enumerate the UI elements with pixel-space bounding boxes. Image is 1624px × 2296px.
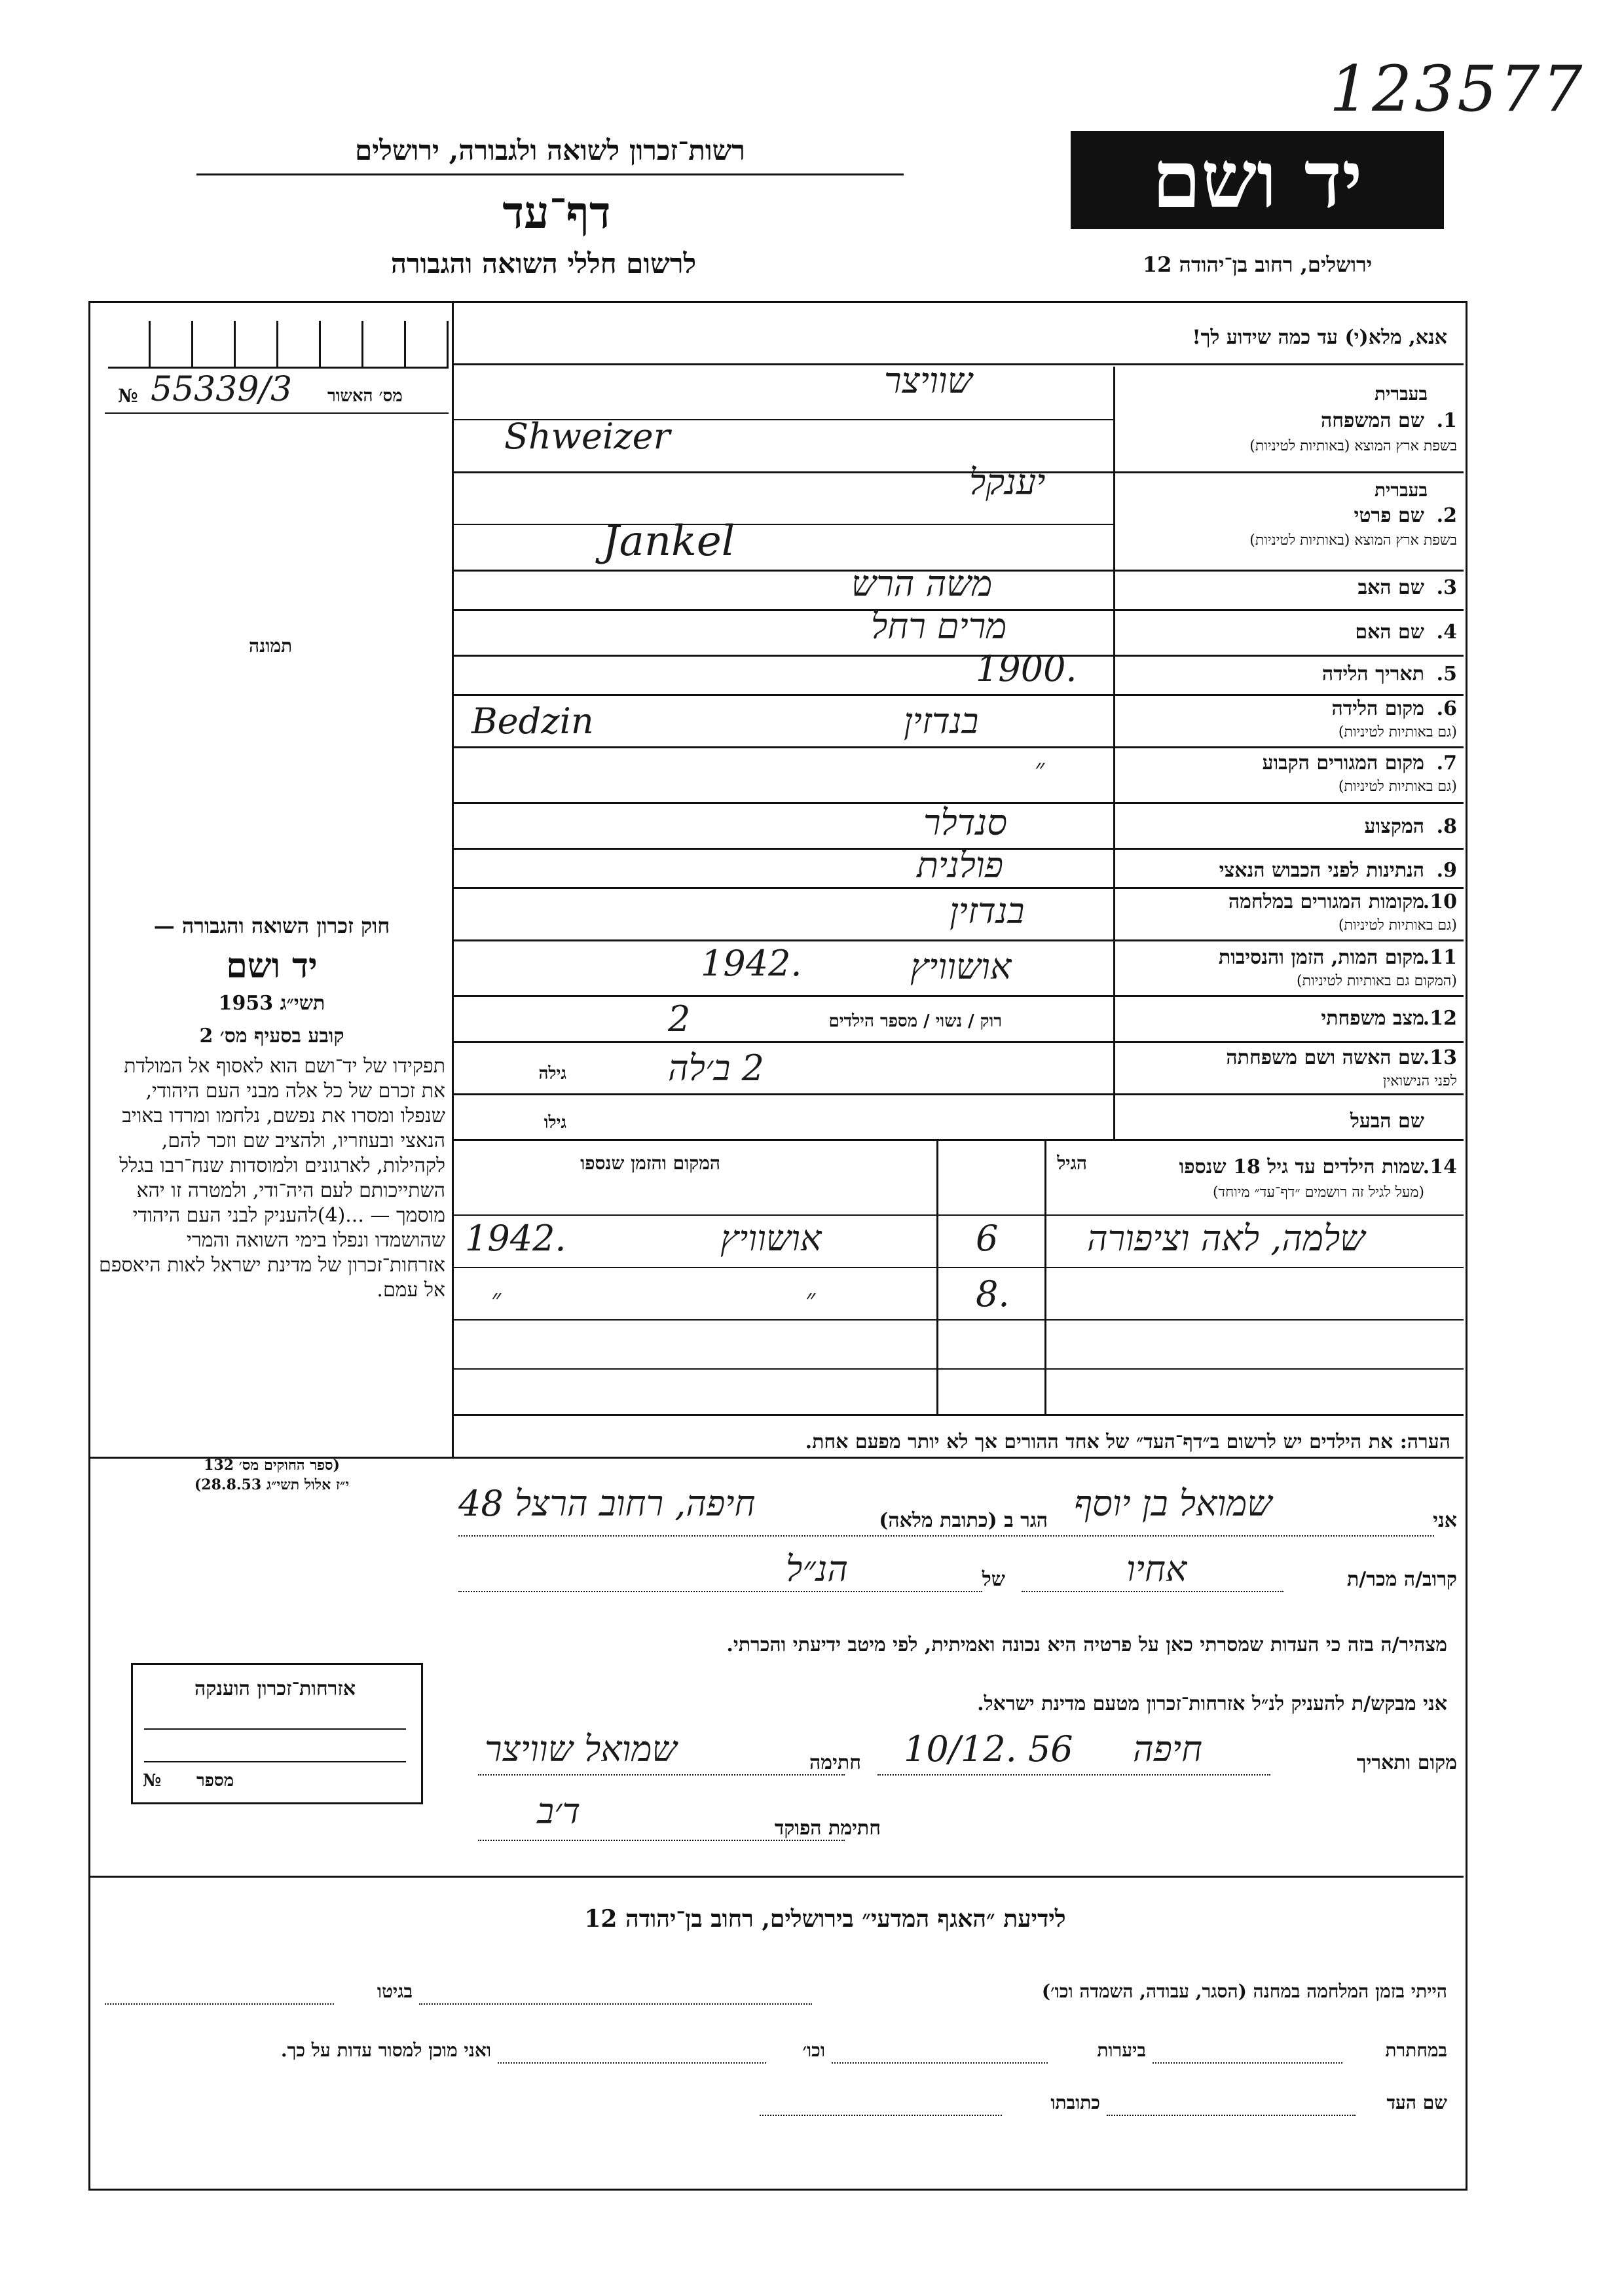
- law-year: תשי״ג 1953: [218, 992, 325, 1015]
- row-line: [452, 939, 1464, 941]
- field-11-sub: (המקום גם באותיות לטיניות): [1297, 973, 1457, 989]
- child-row-2-place: ״: [805, 1284, 816, 1314]
- tally-boxes: [108, 321, 449, 369]
- yad-vashem-logo: יד ושם: [1071, 131, 1444, 229]
- field-10-value: בנדזין: [950, 890, 1025, 932]
- children-age-col-left: [936, 1139, 938, 1414]
- row-line: [452, 471, 1464, 473]
- children-label: שמות הילדים עד גיל 18 שנספו: [1179, 1156, 1424, 1178]
- footer-line1-a: הייתי בזמן המלחמה במחנה (הסגר, עבודה, השמדה וכו׳): [1041, 1980, 1447, 2002]
- note-text: הערה: את הילדים יש לרשום ב״דף־העד״ של אחד ההורים אך לא יותר מפעם אחת.: [805, 1430, 1450, 1453]
- law-title: חוק זכרון השואה והגבורה —: [153, 913, 390, 938]
- child-row-1-place: אושוויץ: [720, 1218, 822, 1259]
- field-4-label: שם האם: [1355, 621, 1424, 644]
- left-column-divider: [452, 301, 454, 1457]
- children-age-col-right: [1044, 1139, 1046, 1414]
- footer-dots-6: [1107, 2115, 1356, 2116]
- footer-line3-b: כתובתו: [1050, 2092, 1100, 2113]
- declaration-line-2: [1022, 1591, 1283, 1592]
- field-3-value: משה הרש: [851, 563, 993, 604]
- field-11-num: 11.: [1422, 946, 1457, 969]
- field-13-age-label: גילה: [538, 1064, 566, 1084]
- law-source-2: י״ז אלול תשי״ג 28.8.53): [194, 1476, 350, 1493]
- address-value: חיפה, רחוב הרצל 48: [458, 1483, 756, 1524]
- declaration-line-3: [458, 1591, 982, 1592]
- child-row-1-age: 6: [976, 1218, 999, 1259]
- children-row-line: [452, 1368, 1464, 1370]
- row-line: [452, 1093, 1464, 1095]
- field-4-num: 4.: [1436, 621, 1457, 644]
- official-signature: ד׳ב: [537, 1791, 581, 1832]
- field-2-sub: בשפת ארץ המוצא (באותיות לטיניות): [1249, 532, 1457, 549]
- footer-title: לידיעת ״האגף המדעי״ בירושלים, רחוב בן־יהודה 12: [584, 1905, 1066, 1933]
- field-2-value: יענקל: [969, 462, 1046, 503]
- footer-line3-a: שם העד: [1386, 2092, 1447, 2113]
- children-sub: (מעל לגיל זה רושמים ״דף־עד״ מיוחד): [1212, 1184, 1424, 1201]
- relative-label: קרוב/ה מכר/ת: [1346, 1568, 1457, 1591]
- child-row-2-age: 8.: [976, 1273, 1010, 1315]
- permit-label: מס׳ האשור: [327, 386, 403, 406]
- residing-label: הגר ב (כתובת מלאה): [879, 1509, 1048, 1532]
- header-address: ירושלים, רחוב בן־יהודה 12: [1142, 252, 1373, 277]
- field-2-sub-top: בעברית: [1374, 479, 1428, 501]
- children-row-line: [452, 1319, 1464, 1321]
- field-9-value: פולנית: [917, 845, 1004, 886]
- law-source-1: (ספר החוקים מס׳ 132: [204, 1457, 340, 1474]
- field-13-value: 2 ב׳לה: [668, 1048, 764, 1089]
- permit-prefix: №: [118, 385, 138, 407]
- declaration-i-label: אני: [1433, 1509, 1457, 1532]
- footer-line2-d: ואני מוכן למסור עדות על כך.: [280, 2039, 491, 2061]
- field-5-num: 5.: [1436, 663, 1457, 685]
- field-1-value-latin: Shweizer: [504, 416, 671, 457]
- footer-dots-2: [105, 2003, 334, 2005]
- husband-age-label: גילו: [544, 1113, 566, 1133]
- row-line: [452, 524, 1113, 525]
- children-row-line: [452, 1267, 1464, 1268]
- field-11-year: 1942.: [701, 943, 802, 984]
- field-1-sub-top: בעברית: [1374, 383, 1428, 405]
- field-13-num: 13.: [1422, 1046, 1457, 1069]
- field-6-num: 6.: [1436, 697, 1457, 720]
- row-line: [452, 995, 1464, 997]
- child-row-2-year: ״: [491, 1284, 502, 1314]
- header-authority: רשות־זכרון לשואה ולגבורה, ירושלים: [355, 134, 745, 166]
- field-9-num: 9.: [1436, 859, 1457, 882]
- children-num: 14.: [1422, 1156, 1457, 1178]
- footer-dots-7: [760, 2115, 1002, 2116]
- field-6-label: מקום הלידה: [1331, 697, 1424, 720]
- row-line: [452, 746, 1464, 748]
- field-7-label: מקום המגורים הקבוע: [1262, 752, 1424, 774]
- row-line: [452, 1139, 1464, 1141]
- field-8-value: סנדלר: [923, 802, 1007, 843]
- footer-line2-a: במחתרת: [1385, 2039, 1447, 2061]
- field-13-label: שם האשה ושם משפחתה: [1226, 1046, 1424, 1069]
- field-1-label: שם המשפחה: [1320, 409, 1424, 432]
- intro-text: אנא, מלא(י) עד כמה שידוע לך!: [1192, 326, 1447, 349]
- row-line: [452, 694, 1464, 696]
- archive-number: 123577: [1329, 52, 1585, 126]
- header-title: דף־עד: [502, 187, 611, 239]
- field-6-value: בנדזין: [904, 701, 979, 742]
- children-col-age: הגיל: [1057, 1152, 1087, 1174]
- children-table-bottom: [452, 1414, 1464, 1416]
- field-9-label: הנתינות לפני הכבוש הנאצי: [1219, 859, 1424, 882]
- law-section: קובע בסעיף מס׳ 2: [199, 1025, 344, 1048]
- field-8-label: המקצוע: [1364, 815, 1424, 838]
- law-name: יד ושם: [226, 946, 318, 986]
- citizenship-title: אזרחות־זכרון הוענקה: [194, 1677, 356, 1700]
- field-11-label: מקום המות, הזמן והנסיבות: [1218, 946, 1424, 969]
- label-column-divider: [1113, 367, 1115, 1139]
- field-5-value: 1900.: [976, 648, 1077, 689]
- children-header-line: [452, 1214, 1464, 1216]
- field-6-sub: (גם באותיות לטיניות): [1338, 724, 1457, 740]
- request-text: אני מבקש/ת להעניק לנ״ל אזרחות־זכרון מטעם מדינת ישראל.: [977, 1692, 1447, 1715]
- child-row-1-name: שלמה, לאה וציפורה: [1087, 1218, 1365, 1259]
- field-1-sub: בשפת ארץ המוצא (באותיות לטיניות): [1249, 438, 1457, 454]
- footer-line2-b: ביערות: [1097, 2039, 1146, 2061]
- relation-value: אחיו: [1126, 1548, 1187, 1590]
- signature-label: חתימה: [809, 1751, 861, 1774]
- of-label: של: [982, 1568, 1005, 1591]
- of-value: הנ״ל: [786, 1548, 848, 1590]
- official-line: [478, 1840, 845, 1841]
- signature-value: שמואל שוויצר: [485, 1728, 677, 1770]
- field-2-label: שם פרטי: [1354, 504, 1424, 527]
- statement-text: מצהיר/ה בזה כי העדות שמסרתי כאן על פרטיה היא נכונה ואמיתית, לפי מיטב ידיעתי והכרתי.: [726, 1633, 1447, 1656]
- field-4-value: מרים רחל: [871, 606, 1007, 647]
- citizenship-line: [144, 1761, 406, 1762]
- footer-line2-c: וכו׳: [802, 2039, 825, 2061]
- children-col-place: המקום והזמן שנספו: [580, 1152, 720, 1174]
- footer-separator: [88, 1876, 1464, 1878]
- field-12-num: 12.: [1422, 1007, 1457, 1030]
- photo-label: תמונה: [249, 635, 293, 657]
- field-2-num: 2.: [1436, 504, 1457, 527]
- date-value: 10/12. 56: [904, 1728, 1073, 1770]
- field-7-value: ״: [1035, 754, 1045, 784]
- field-5-label: תאריך הלידה: [1321, 663, 1424, 685]
- field-12-value: 2: [668, 998, 691, 1040]
- field-1-value: שוויצר: [884, 360, 972, 401]
- husband-label: שם הבעל: [1350, 1110, 1424, 1133]
- footer-dots-3: [1153, 2062, 1342, 2064]
- row-line: [452, 1041, 1464, 1043]
- place-date-label: מקום ותאריך: [1356, 1751, 1457, 1774]
- field-2-value-latin: Jankel: [602, 517, 735, 566]
- field-11-value: אושוויץ: [910, 946, 1012, 987]
- note-bottom-line: [88, 1457, 1464, 1459]
- footer-dots-4: [832, 2062, 1048, 2064]
- citizenship-number-label: מספר: [196, 1771, 234, 1791]
- permit-line: [105, 412, 449, 414]
- child-row-1-year: 1942.: [465, 1218, 566, 1259]
- footer-dots-1: [419, 2003, 812, 2005]
- field-6-value-latin: Bedzin: [471, 701, 594, 742]
- signature-line: [478, 1774, 845, 1776]
- header-underline: [196, 173, 904, 175]
- footer-line1-b: בגיטו: [377, 1980, 413, 2002]
- field-1-num: 1.: [1436, 409, 1457, 432]
- witness-name: שמואל בן יוסף: [1074, 1483, 1272, 1524]
- declaration-line-1: [458, 1535, 1434, 1537]
- law-text: תפקידו של יד־ושם הוא לאסוף אל המולדת את זכרם של כל אלה מבני העם היהודי, שנפלו ומסרו את נפשם, נלחמו ומרדו באויב הנאצי ובעוזריו, ולהציב שם וזכר להם, לקהילות, לארגונים ולמוסדות שנח־רבו בגלל השתייכותם לעם היה־ודי, ולמטרה זו יהא מוסמך — ...(4)להעניק לבני העם היהודי שהושמדו ונפלו בימי השואה והמרי אזרחות־זכרון של מדינת ישראל לאות היאספם אל עמם.: [99, 1055, 445, 1302]
- field-13-sub: לפני הנישואין: [1382, 1073, 1457, 1089]
- field-10-sub: (גם באותיות לטיניות): [1338, 917, 1457, 934]
- field-10-num: 10.: [1422, 890, 1457, 913]
- field-12-label: מצב משפחתי: [1321, 1007, 1424, 1030]
- citizenship-line: [144, 1728, 406, 1730]
- citizenship-number-prefix: №: [143, 1771, 162, 1791]
- field-7-num: 7.: [1436, 752, 1457, 774]
- header-subtitle: לרשום חללי השואה והגבורה: [390, 247, 697, 280]
- field-8-num: 8.: [1436, 815, 1457, 838]
- row-line: [452, 655, 1464, 657]
- place-date-line: [877, 1774, 1270, 1776]
- footer-dots-5: [498, 2062, 766, 2064]
- permit-number: 55339/3: [151, 370, 293, 409]
- field-7-sub: (גם באותיות לטיניות): [1338, 778, 1457, 795]
- official-label: חתימת הפוקד: [774, 1817, 881, 1840]
- field-3-num: 3.: [1436, 576, 1457, 599]
- field-10-label: מקומות המגורים במלחמה: [1228, 890, 1424, 913]
- field-3-label: שם האב: [1357, 576, 1424, 599]
- field-12-options: רוק / נשוי / מספר הילדים: [828, 1011, 1002, 1031]
- place-value: חיפה: [1133, 1728, 1203, 1770]
- row-line: [452, 887, 1464, 889]
